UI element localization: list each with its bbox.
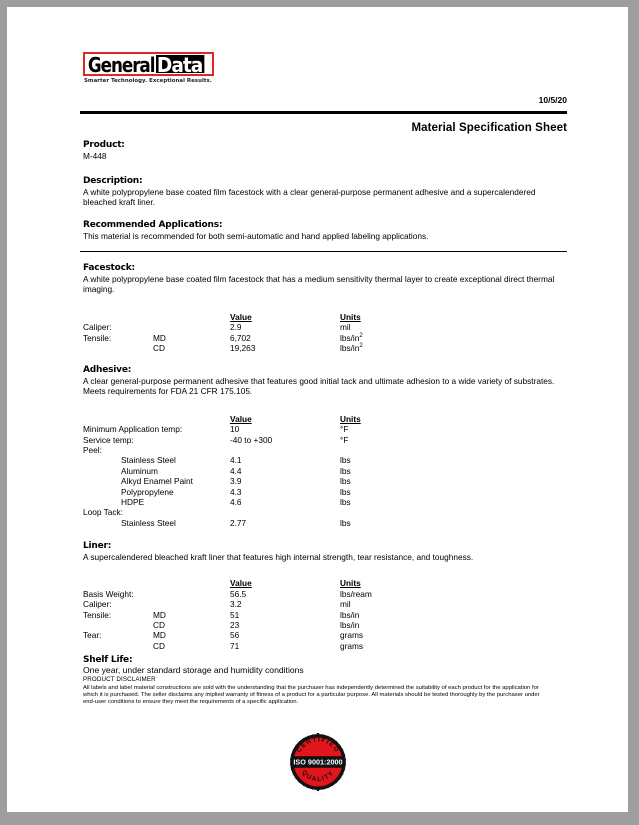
row-value: [230, 445, 340, 455]
document-content: [78, 7, 567, 812]
row-units: lbs/$in^2$: [340, 342, 363, 353]
row-units: °F: [340, 434, 349, 445]
row-units: lbs: [340, 496, 351, 507]
certified-quality-seal-icon: [289, 733, 347, 791]
logo-word-data: Data: [157, 53, 203, 77]
header-divider: [80, 111, 567, 114]
seal-center-text: ISO 9001:2000: [292, 757, 343, 767]
row-value: 6,702: [230, 332, 251, 343]
row-label: Stainless Steel: [121, 517, 176, 528]
row-dir: CD: [153, 342, 165, 353]
table-row: [83, 610, 503, 620]
facestock-heading: Facestock:: [83, 263, 135, 273]
table-row: [83, 599, 503, 609]
row-units: lbs: [340, 455, 351, 466]
table-row: [83, 630, 503, 640]
adhesive-table: [83, 414, 503, 528]
facestock-table: [83, 312, 503, 354]
liner-table: [83, 578, 503, 651]
iso-certification-seal: [7, 733, 628, 791]
row-value: 2.77: [230, 517, 247, 528]
table-row: [83, 424, 503, 434]
row-units: [340, 445, 503, 455]
adhesive-text: A clear general-purpose permanent adhesive that features good initial tack and ultimate adhesion to a wide variety of substrates. Meets requirements for FDA 21 CFR 175.105.: [83, 376, 555, 397]
row-value: 4.6: [230, 496, 242, 507]
row-dir: MD: [153, 630, 166, 641]
applications-text: This material is recommended for both semi-automatic and hand applied labeling applications.: [83, 231, 429, 241]
company-logo: [83, 52, 214, 84]
row-label: Peel:: [83, 444, 102, 455]
col-header-value: Value: [230, 578, 252, 589]
shelf-life-value: One year, under standard storage and humidity conditions: [83, 665, 304, 675]
row-value: 3.9: [230, 476, 242, 487]
row-label: Tensile:: [83, 609, 112, 620]
row-dir: CD: [153, 640, 165, 651]
row-units: lbs: [340, 465, 351, 476]
table-row: [83, 620, 503, 630]
row-label: [83, 343, 153, 353]
row-label: Caliper:: [83, 599, 112, 610]
liner-section: [83, 541, 567, 651]
row-dir: [153, 599, 230, 609]
seal-top-text: CERTIFIED: [294, 736, 341, 755]
table-row: [83, 507, 503, 517]
table-header-row: [83, 414, 503, 424]
table-row: [83, 343, 503, 353]
liner-text: A supercalendered bleached kraft liner that features high internal strength, tear resistance, and toughness.: [83, 552, 474, 562]
row-label: Alkyd Enamel Paint: [121, 476, 193, 487]
row-units: °F: [340, 424, 349, 435]
product-heading: Product:: [83, 140, 125, 150]
applications-heading: Recommended Applications:: [83, 220, 223, 230]
row-dir: CD: [153, 619, 165, 630]
product-value: M-448: [83, 151, 107, 161]
row-label: Loop Tack:: [83, 507, 123, 518]
table-row: [83, 322, 503, 332]
row-label: Tear:: [83, 630, 102, 641]
row-value: 2.9: [230, 322, 242, 333]
row-dir: [153, 589, 230, 599]
table-row: [83, 455, 503, 465]
row-label: [83, 641, 153, 651]
disclaimer-title: PRODUCT DISCLAIMER: [83, 676, 156, 683]
row-value: 51: [230, 609, 240, 620]
col-header-units: Units: [340, 413, 361, 424]
row-value: 56: [230, 630, 240, 641]
adhesive-section: [83, 365, 567, 528]
seal-graphic: [289, 733, 347, 791]
row-label: Caliper:: [83, 322, 112, 333]
row-value: -40 to +300: [230, 434, 273, 445]
table-row: [83, 435, 503, 445]
row-units: grams: [340, 640, 364, 651]
document-page: [7, 7, 628, 812]
row-units: lbs/ream: [340, 588, 372, 599]
table-row: [83, 518, 503, 528]
disclaimer-text: All labels and label material constructions are sold with the understanding that the purchaser has independently determined the suitability of each product for the application for which it is purchased. The seller disclaims any implied warranty of fitness of a product for a particular purpose. All materials should be tested thoroughly by the purchaser under end-user conditions to ensure they meet the requirements of a specific application.: [83, 684, 540, 706]
row-value: 4.1: [230, 455, 242, 466]
col-header-units: Units: [340, 311, 361, 322]
logo-box: [83, 52, 214, 76]
row-value: 71: [230, 640, 240, 651]
row-value: 4.3: [230, 486, 242, 497]
row-dir: MD: [153, 609, 166, 620]
facestock-section: [83, 263, 567, 353]
table-row: [83, 466, 503, 476]
table-row: [83, 641, 503, 651]
logo-word-general: General: [87, 53, 155, 77]
description-heading: Description:: [83, 176, 143, 186]
row-units: mil: [340, 599, 351, 610]
row-units: lbs: [340, 517, 351, 528]
col-header-units: Units: [340, 578, 361, 589]
product-section: [83, 140, 567, 161]
row-units: grams: [340, 630, 364, 641]
table-header-row: [83, 312, 503, 322]
row-label: Polypropylene: [121, 486, 174, 497]
row-units: mil: [340, 322, 351, 333]
col-header-value: Value: [230, 413, 252, 424]
row-units: lbs: [340, 486, 351, 497]
applications-section: [83, 220, 567, 241]
description-section: [83, 176, 567, 208]
table-row: [83, 445, 503, 455]
row-label: HDPE: [121, 496, 145, 507]
row-label: Tensile:: [83, 332, 112, 343]
table-row: [83, 476, 503, 486]
row-label: Basis Weight:: [83, 588, 134, 599]
row-value: 56.5: [230, 588, 247, 599]
row-label: Minimum Application temp:: [83, 424, 183, 435]
row-units: lbs/$in^2$: [340, 332, 363, 343]
row-label: [83, 620, 153, 630]
row-value: 23: [230, 619, 240, 630]
table-row: [83, 497, 503, 507]
row-value: 10: [230, 424, 240, 435]
row-units: lbs/in: [340, 619, 360, 630]
row-value: 3.2: [230, 599, 242, 610]
section-divider-1: [80, 251, 567, 252]
row-dir: [153, 322, 230, 332]
col-header-value: Value: [230, 311, 252, 322]
row-units: lbs: [340, 476, 351, 487]
row-units: lbs/in: [340, 609, 360, 620]
row-dir: MD: [153, 332, 166, 343]
table-row: [83, 333, 503, 343]
facestock-text: A white polypropylene base coated film facestock that has a medium sensitivity thermal layer to create exceptional direct thermal imaging.: [83, 274, 555, 295]
table-header-row: [83, 578, 503, 588]
row-value: 19,263: [230, 342, 256, 353]
document-date: 10/5/20: [538, 95, 567, 105]
row-value: [230, 507, 340, 517]
seal-bottom-text: QUALITY: [299, 769, 336, 784]
shelf-life-heading: Shelf Life:: [83, 655, 133, 665]
description-text: A white polypropylene base coated film facestock with a clear general-purpose permanent adhesive and a supercalendered bleached kraft liner.: [83, 187, 536, 208]
row-value: 4.4: [230, 465, 242, 476]
page-title: Material Specification Sheet: [411, 122, 567, 134]
row-label: Stainless Steel: [121, 455, 176, 466]
logo-tagline: Smarter Technology. Exceptional Results.: [84, 78, 212, 84]
row-label: Service temp:: [83, 434, 134, 445]
adhesive-heading: Adhesive:: [83, 365, 132, 375]
table-row: [83, 589, 503, 599]
table-row: [83, 487, 503, 497]
shelf-life-section: [83, 655, 567, 707]
liner-heading: Liner:: [83, 541, 112, 551]
row-units: [340, 507, 503, 517]
row-label: Aluminum: [121, 465, 158, 476]
